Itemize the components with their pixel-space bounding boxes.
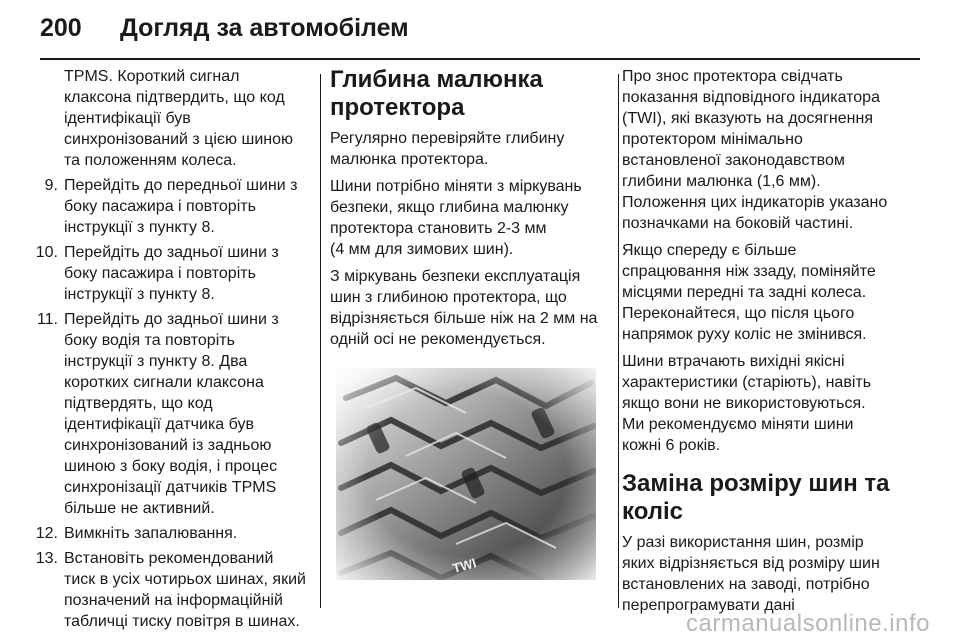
list-item-11 [26, 309, 310, 519]
text-line: Переконайтеся, що після цього [622, 305, 855, 322]
text-line: TPMS. Короткий сигнал [64, 68, 240, 85]
list-item-10 [26, 242, 310, 305]
text-line: та положенням колеса. [64, 152, 237, 169]
column-3 [622, 66, 918, 622]
page-header [40, 12, 920, 56]
column-2 [330, 66, 610, 580]
text-line: синхронізації датчиків TPMS [64, 479, 277, 496]
text-line: одній осі не рекомендується. [330, 331, 546, 348]
text-line: позначками на боковій частині. [622, 215, 854, 232]
text-line: Шини втрачають вихідні якісні [622, 353, 845, 370]
text-line: Встановіть рекомендований [64, 550, 274, 567]
list-text [64, 175, 310, 238]
column-divider-1 [320, 74, 321, 608]
section-heading-tire-size-change [622, 470, 918, 526]
text-line: інструкції з пункту 8. Два [64, 353, 248, 370]
text-line: напрямок руху коліс не змінився. [622, 326, 867, 343]
page-title: Догляд за автомобілем [120, 14, 409, 42]
paragraph [622, 240, 918, 345]
list-text [64, 242, 310, 305]
list-item-12 [26, 523, 310, 544]
heading-line: Заміна розміру шин та [622, 470, 890, 497]
text-line: Перейдіть до задньої шини з [64, 311, 279, 328]
twi-label: TWI [450, 555, 478, 576]
text-line: протектора становить 2-3 мм [330, 220, 547, 237]
list-text [64, 548, 310, 632]
text-line: встановлених на заводі, потрібно [622, 576, 870, 593]
list-number: 10. [35, 244, 58, 261]
list-number: 12. [35, 525, 58, 542]
text-line: (TWI), які вказують на досягнення [622, 110, 873, 127]
text-line: інструкції з пункту 8. [64, 286, 215, 303]
heading-line: коліс [622, 498, 684, 525]
text-line: ідентифікації був [64, 110, 191, 127]
text-line: яких відрізняється від розміру шин [622, 555, 880, 572]
text-line: Про знос протектора свідчать [622, 68, 843, 85]
text-line: ідентифікації датчика був [64, 416, 254, 433]
heading-line: протектора [330, 94, 465, 121]
header-rule [40, 58, 920, 60]
text-line: встановленої законодавством [622, 152, 845, 169]
text-line: відрізняється більше ніж на 2 мм на [330, 310, 598, 327]
text-line: У разі використання шин, розмір [622, 534, 864, 551]
heading-line: Глибина малюнка [330, 66, 543, 93]
text-line: більше не активний. [64, 500, 215, 517]
text-line: коротких сигнали клаксона [64, 374, 264, 391]
text-line: синхронізований із задньою [64, 437, 272, 454]
paragraph [330, 128, 610, 170]
text-line: Перейдіть до передньої шини з [64, 177, 298, 194]
column-1 [26, 66, 310, 636]
text-line: Регулярно перевіряйте глибину [330, 130, 565, 147]
text-line: Перейдіть до задньої шини з [64, 244, 279, 261]
paragraph [622, 66, 918, 234]
text-line: спрацювання ніж ззаду, поміняйте [622, 263, 876, 280]
text-line: характеристики (старіють), навіть [622, 374, 872, 391]
text-line: шин з глибиною протектора, що [330, 289, 567, 306]
watermark: carmanualsonline.info [686, 610, 930, 637]
column-divider-2 [618, 74, 619, 608]
text-line: клаксона підтвердить, що код [64, 89, 285, 106]
text-line: місцями передні та задні колеса. [622, 284, 867, 301]
text-line: протектором мінімально [622, 131, 803, 148]
list-number: 13. [35, 550, 58, 567]
paragraph [622, 532, 918, 616]
text-line: (4 мм для зимових шин). [330, 241, 514, 258]
list-item-9 [26, 175, 310, 238]
text-line: позначений на інформаційній [64, 592, 283, 609]
text-line: Вимкніть запалювання. [64, 525, 238, 542]
text-line: табличці тиску повітря в шинах. [64, 613, 300, 630]
text-line: глибини малюнка (1,6 мм). [622, 173, 821, 190]
text-line: малюнка протектора. [330, 151, 489, 168]
list-number: 11. [36, 311, 58, 328]
text-line: безпеки, якщо глибина малюнку [330, 199, 569, 216]
text-line: шиною з боку водія, і процес [64, 458, 278, 475]
text-line: перепрограмувати дані [622, 597, 795, 614]
section-heading-tread-depth [330, 66, 610, 122]
page-number: 200 [40, 14, 82, 42]
text-line: синхронізований з цією шиною [64, 131, 294, 148]
text-line: якщо вони не використовуються. [622, 395, 866, 412]
text-line: Шини потрібно міняти з міркувань [330, 178, 582, 195]
paragraph [330, 266, 610, 350]
paragraph [330, 176, 610, 260]
text-line: підтвердять, що код [64, 395, 213, 412]
list-number: 9. [44, 177, 58, 194]
text-line: Якщо спереду є більше [622, 242, 797, 259]
text-line: інструкції з пункту 8. [64, 219, 215, 236]
text-line: боку пасажира і повторіть [64, 198, 256, 215]
paragraph [622, 351, 918, 456]
tire-tread-illustration [336, 368, 596, 580]
text-line: кожні 6 років. [622, 437, 721, 454]
text-line: тиск в усіх чотирьох шинах, який [64, 571, 306, 588]
text-line: Ми рекомендуємо міняти шини [622, 416, 854, 433]
continuation-text [26, 66, 310, 171]
list-text [64, 309, 310, 519]
text-line: Положення цих індикаторів указано [622, 194, 888, 211]
list-item-13 [26, 548, 310, 632]
text-line: боку водія та повторіть [64, 332, 235, 349]
text-line: показання відповідного індикатора [622, 89, 880, 106]
text-line: боку пасажира і повторіть [64, 265, 256, 282]
list-text [64, 523, 310, 544]
text-line: З міркувань безпеки експлуатація [330, 268, 581, 285]
